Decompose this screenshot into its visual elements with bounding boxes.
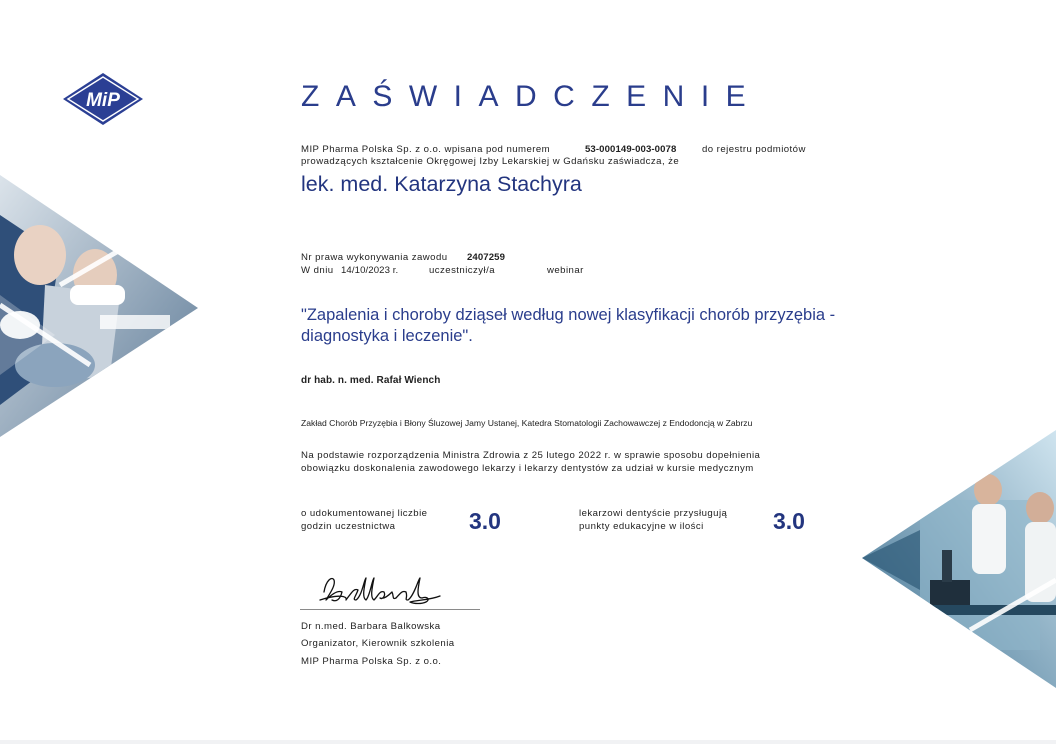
signatory-name: Dr n.med. Barbara Balkowska [301,621,441,632]
logo-text: MiP [86,90,120,111]
attendance-form: webinar [547,265,584,276]
lab-photo [860,430,1056,690]
regulation-line-1: Na podstawie rozporządzenia Ministra Zdrowia z 25 lutego 2022 r. w sprawie sposobu dopełnienia [301,450,761,461]
certificate-title: ZAŚWIADCZENIE [301,80,763,113]
license-number: 2407259 [467,252,506,263]
hours-label-2: godzin uczestnictwa [301,521,396,532]
license-label: Nr prawa wykonywania zawodu [301,252,448,263]
department: Zakład Chorób Przyzębia i Błony Śluzowej Jamy Ustanej, Katedra Stomatologii Zachowawczej z Endodoncją w Zabrzu [301,418,753,428]
hours-value: 3.0 [469,508,501,534]
hours-label-1: o udokumentowanej liczbie [301,508,428,519]
signature-line [300,609,480,610]
handwritten-signature [318,570,443,608]
dental-photo [0,175,200,440]
course-title: "Zapalenia i choroby dziąseł według nowej klasyfikacji chorób przyzębia - diagnostyka i leczenie". [301,306,836,345]
register-number: 53-000149-003-0078 [585,144,677,155]
participated-label: uczestniczył/a [429,265,496,276]
date-label: W dniu [301,265,334,276]
participant-name: lek. med. Katarzyna Stachyra [301,172,582,196]
intro-line-1-pre: MIP Pharma Polska Sp. z o.o. wpisana pod numerem [301,144,551,155]
points-label-1: lekarzowi dentyście przysługują [579,508,728,519]
points-label-2: punkty edukacyjne w ilości [579,521,704,532]
signatory-role: Organizator, Kierownik szkolenia [301,638,455,649]
lecturer-name: dr hab. n. med. Rafał Wiench [301,375,441,386]
mip-logo [63,73,143,125]
signatory-company: MIP Pharma Polska Sp. z o.o. [301,656,442,667]
regulation-line-2: obowiązku doskonalenia zawodowego lekarzy i lekarzy dentystów za udział w kursie medycznym [301,463,754,474]
attendance-date: 14/10/2023 r. [341,265,399,276]
intro-line-1-post: do rejestru podmiotów [702,144,806,155]
points-value: 3.0 [773,508,805,534]
intro-line-2: prowadzących kształcenie Okręgowej Izby Lekarskiej w Gdańsku zaświadcza, że [301,156,680,167]
